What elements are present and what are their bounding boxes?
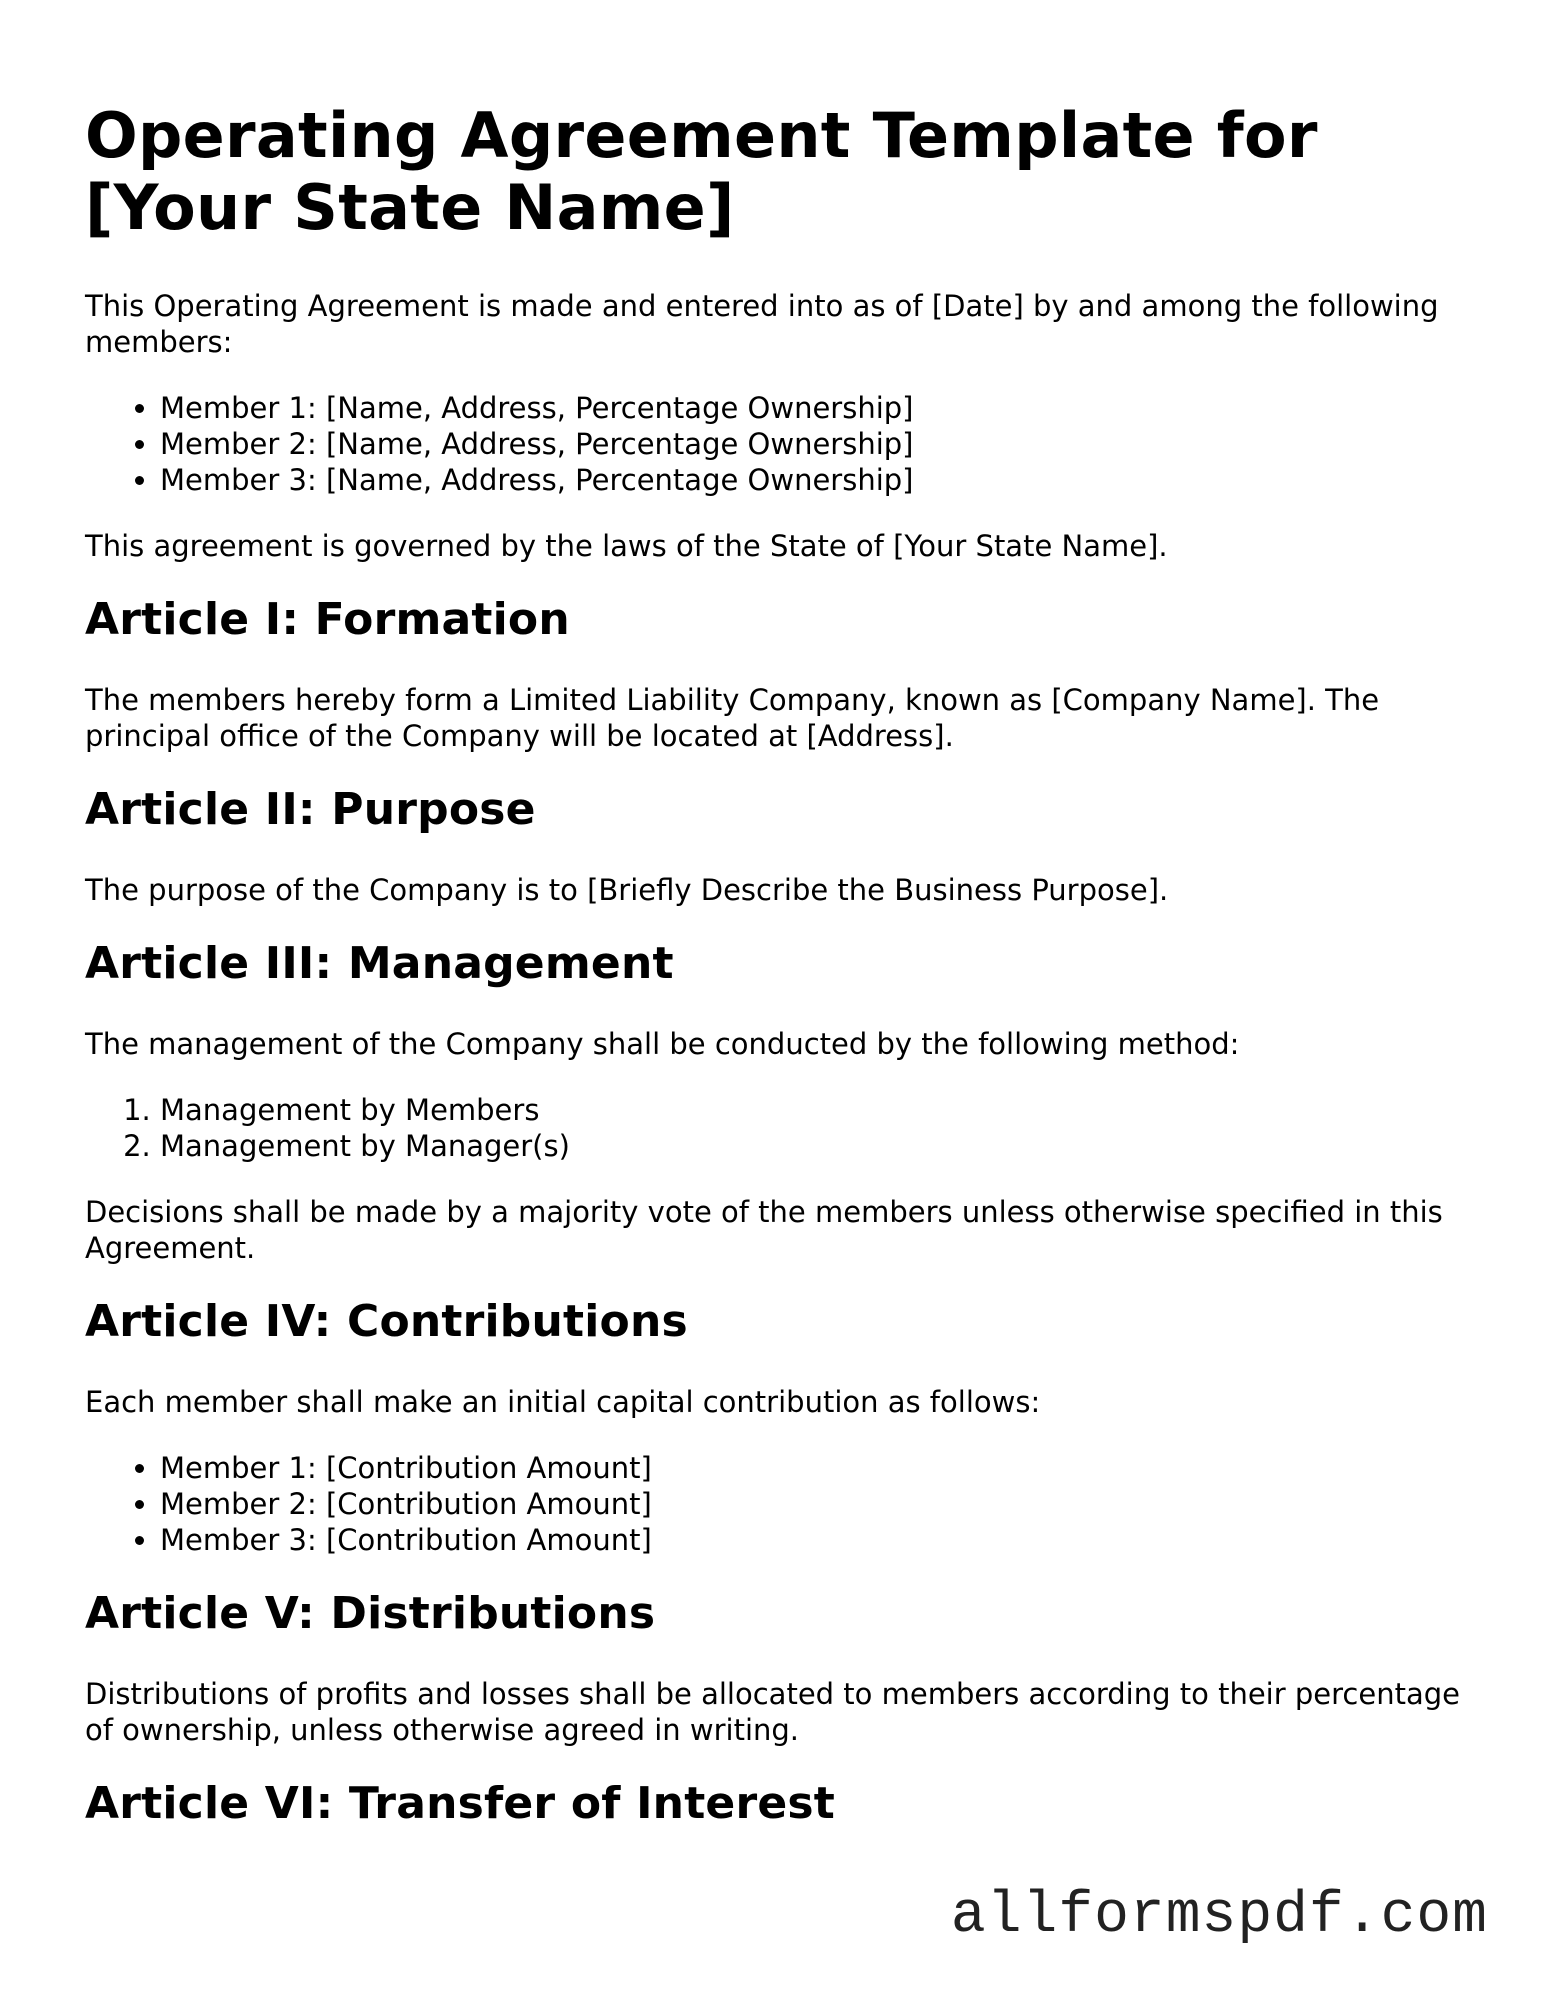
- list-item: • Member 3: [Name, Address, Percentage Ownership]: [160, 462, 1465, 498]
- article-transfer-heading: Article VI: Transfer of Interest: [85, 1778, 836, 1829]
- article-purpose-heading: Article II: Purpose: [85, 784, 536, 835]
- management-decisions-text: Decisions shall be made by a majority vote of the members unless otherwise specified in this Agreement.: [85, 1195, 1443, 1265]
- contributions-list: [85, 1450, 1465, 1558]
- members-list: [85, 390, 1465, 498]
- list-item: 2. Management by Manager(s): [160, 1128, 1465, 1164]
- article-contributions-heading: Article IV: Contributions: [85, 1296, 688, 1347]
- article-purpose-text: The purpose of the Company is to [Briefly Describe the Business Purpose].: [85, 873, 1169, 907]
- watermark: allformspdf.com: [950, 1884, 1488, 1949]
- document-title: Operating Agreement Template for [Your State Name]: [85, 99, 1318, 244]
- management-methods-list: [85, 1092, 1465, 1164]
- article-contributions-text: Each member shall make an initial capital contribution as follows:: [85, 1385, 1041, 1419]
- list-item: • Member 3: [Contribution Amount]: [160, 1522, 1465, 1558]
- list-item: • Member 2: [Name, Address, Percentage Ownership]: [160, 426, 1465, 462]
- article-management-heading: Article III: Management: [85, 938, 674, 989]
- article-management-text: The management of the Company shall be conducted by the following method:: [85, 1027, 1240, 1061]
- list-item: 1. Management by Members: [160, 1092, 1465, 1128]
- document-page: [85, 100, 1465, 1866]
- article-distributions-text: Distributions of profits and losses shall be allocated to members according to their percentage of ownership, unless otherwise agreed in writing.: [85, 1677, 1460, 1747]
- article-distributions-heading: Article V: Distributions: [85, 1588, 656, 1639]
- article-formation-heading: Article I: Formation: [85, 594, 570, 645]
- list-item: • Member 1: [Contribution Amount]: [160, 1450, 1465, 1486]
- governing-law-paragraph: This agreement is governed by the laws of the State of [Your State Name].: [85, 529, 1168, 563]
- list-item: • Member 1: [Name, Address, Percentage Ownership]: [160, 390, 1465, 426]
- article-formation-text: The members hereby form a Limited Liability Company, known as [Company Name]. The principal office of the Company will be located at [Address].: [85, 683, 1380, 753]
- list-item: • Member 2: [Contribution Amount]: [160, 1486, 1465, 1522]
- intro-paragraph: This Operating Agreement is made and entered into as of [Date] by and among the following members:: [85, 289, 1439, 359]
